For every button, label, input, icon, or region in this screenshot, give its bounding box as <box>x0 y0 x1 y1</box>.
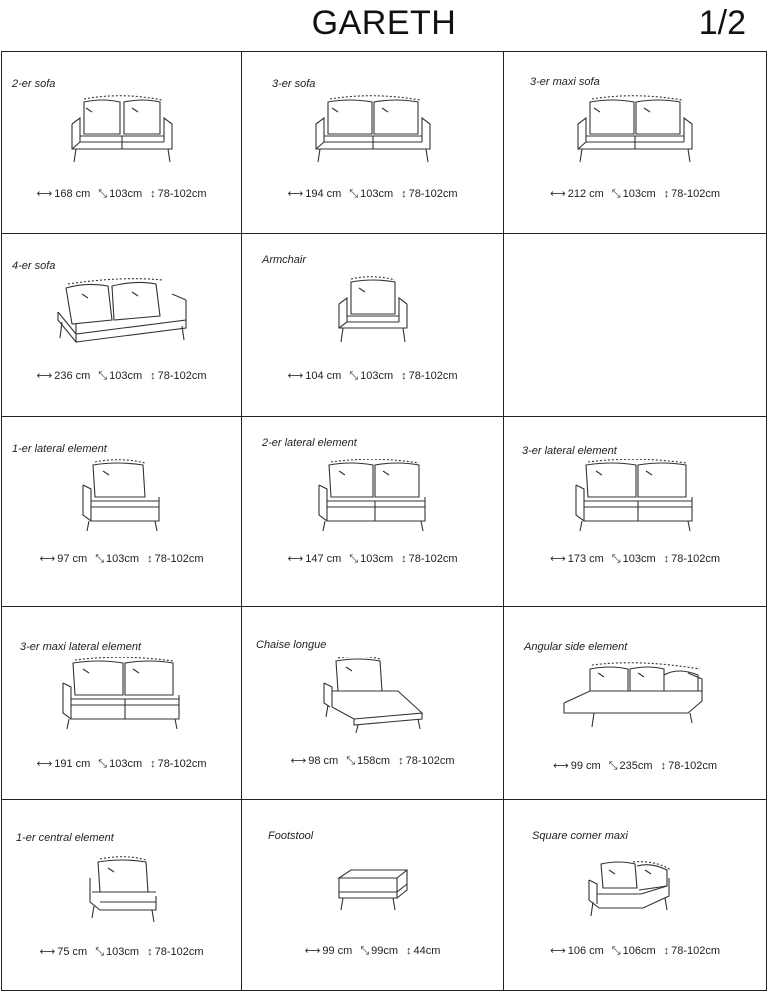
depth-value: 103cm <box>622 553 656 565</box>
height-arrow-icon: ↕ <box>401 370 407 382</box>
height-arrow-icon: ↕ <box>663 188 670 200</box>
product-card-2er-sofa <box>1 51 242 234</box>
product-card-armchair <box>242 234 504 417</box>
depth-value: 158cm <box>357 755 391 767</box>
width-arrow-icon: ⟷ <box>552 760 569 772</box>
sofa-illustration-icon <box>504 94 766 174</box>
depth-value: 106cm <box>622 945 656 957</box>
depth-arrow-icon: ⤡ <box>346 755 356 767</box>
armchair-illustration-icon <box>242 276 503 356</box>
lateral-element-illustration-icon <box>2 459 241 539</box>
width-value: 104 cm <box>305 370 342 382</box>
depth-value: 103cm <box>106 553 140 565</box>
page-number: 1/2 <box>698 4 746 42</box>
depth-value: 103cm <box>106 946 140 958</box>
footstool-illustration-icon <box>242 866 503 946</box>
product-label: 3-er maxi sofa <box>530 76 600 88</box>
height-value: 78-102cm <box>668 760 717 772</box>
width-value: 97 cm <box>57 553 88 565</box>
lateral-element-illustration-icon <box>242 459 503 539</box>
width-arrow-icon: ⟷ <box>549 945 566 957</box>
width-arrow-icon: ⟷ <box>549 188 566 200</box>
depth-value: 103cm <box>360 553 394 565</box>
product-label: Square corner maxi <box>532 830 628 842</box>
depth-value: 103cm <box>109 370 143 382</box>
height-value: 78-102cm <box>405 755 455 767</box>
depth-value: 235cm <box>619 760 653 772</box>
width-arrow-icon: ⟷ <box>39 946 56 958</box>
dimensions <box>2 552 241 566</box>
height-arrow-icon: ↕ <box>663 553 670 565</box>
product-grid <box>1 51 767 991</box>
dimensions <box>2 187 241 201</box>
height-value: 44cm <box>413 945 441 957</box>
product-label: 3-er sofa <box>272 78 316 90</box>
dimensions <box>242 552 503 566</box>
width-value: 191 cm <box>54 758 91 770</box>
width-value: 236 cm <box>54 370 91 382</box>
width-value: 75 cm <box>57 946 88 958</box>
dimensions <box>242 187 503 201</box>
width-value: 99 cm <box>322 945 353 957</box>
depth-arrow-icon: ⤡ <box>360 945 370 957</box>
dimensions <box>504 552 766 566</box>
height-arrow-icon: ↕ <box>401 553 407 565</box>
height-value: 78-102cm <box>408 188 458 200</box>
product-label: 2-er sofa <box>12 78 56 90</box>
depth-arrow-icon: ⤡ <box>95 946 105 958</box>
depth-value: 99cm <box>371 945 399 957</box>
lateral-element-illustration-icon <box>2 657 241 737</box>
sofa-illustration-icon <box>2 94 241 174</box>
height-arrow-icon: ↕ <box>406 945 412 957</box>
product-label: Chaise longue <box>256 639 327 651</box>
height-arrow-icon: ↕ <box>150 188 156 200</box>
product-card-3er-maxi-lateral-element <box>1 607 242 800</box>
product-card-chaise-longue <box>242 607 504 800</box>
angular-element-illustration-icon <box>504 661 766 741</box>
dimensions <box>242 369 503 383</box>
width-arrow-icon: ⟷ <box>287 188 304 200</box>
depth-arrow-icon: ⤡ <box>98 758 108 770</box>
width-value: 194 cm <box>305 188 342 200</box>
width-arrow-icon: ⟷ <box>287 553 304 565</box>
width-arrow-icon: ⟷ <box>304 945 321 957</box>
height-arrow-icon: ↕ <box>147 553 153 565</box>
height-value: 78-102cm <box>154 553 204 565</box>
height-arrow-icon: ↕ <box>147 946 153 958</box>
depth-arrow-icon: ⤡ <box>98 188 108 200</box>
product-label: 3-er lateral element <box>522 445 617 457</box>
height-arrow-icon: ↕ <box>660 760 667 772</box>
dimensions <box>504 187 766 201</box>
depth-arrow-icon: ⤡ <box>611 188 621 200</box>
height-arrow-icon: ↕ <box>150 370 156 382</box>
dimensions <box>504 944 766 958</box>
width-arrow-icon: ⟷ <box>39 553 56 565</box>
product-label: 1-er lateral element <box>12 443 107 455</box>
dimensions <box>242 944 503 958</box>
product-card-3er-sofa <box>242 51 504 234</box>
width-value: 98 cm <box>308 755 339 767</box>
depth-arrow-icon: ⤡ <box>95 553 105 565</box>
product-label: 3-er maxi lateral element <box>20 641 142 653</box>
depth-arrow-icon: ⤡ <box>349 370 359 382</box>
page-header <box>0 0 768 50</box>
depth-arrow-icon: ⤡ <box>608 760 618 772</box>
page-title: GARETH <box>311 4 457 42</box>
product-card-footstool <box>242 800 504 991</box>
chaise-longue-illustration-icon <box>242 657 503 737</box>
height-arrow-icon: ↕ <box>150 758 156 770</box>
height-value: 78-102cm <box>157 758 207 770</box>
dimensions <box>504 759 766 773</box>
product-label: Angular side element <box>524 641 628 653</box>
width-value: 168 cm <box>54 188 91 200</box>
central-element-illustration-icon <box>2 856 241 936</box>
product-card-3er-lateral-element <box>504 417 767 607</box>
width-arrow-icon: ⟷ <box>549 553 566 565</box>
product-card-1er-central-element <box>1 800 242 991</box>
width-arrow-icon: ⟷ <box>290 755 307 767</box>
dimensions <box>2 369 241 383</box>
height-value: 78-102cm <box>154 946 204 958</box>
width-arrow-icon: ⟷ <box>36 370 53 382</box>
depth-arrow-icon: ⤡ <box>98 370 108 382</box>
width-value: 173 cm <box>567 553 604 565</box>
product-card-4er-sofa <box>1 234 242 417</box>
lateral-element-illustration-icon <box>504 459 766 539</box>
height-value: 78-102cm <box>671 945 721 957</box>
depth-arrow-icon: ⤡ <box>611 945 621 957</box>
depth-arrow-icon: ⤡ <box>349 188 359 200</box>
height-value: 78-102cm <box>157 188 207 200</box>
depth-value: 103cm <box>360 370 394 382</box>
product-card-angular-side-element <box>504 607 767 800</box>
depth-value: 103cm <box>360 188 394 200</box>
depth-value: 103cm <box>622 188 656 200</box>
height-arrow-icon: ↕ <box>663 945 670 957</box>
product-label: 4-er sofa <box>12 260 56 272</box>
width-arrow-icon: ⟷ <box>287 370 304 382</box>
depth-arrow-icon: ⤡ <box>349 553 359 565</box>
dimensions <box>242 754 503 768</box>
product-label: Footstool <box>268 830 314 842</box>
width-value: 212 cm <box>567 188 604 200</box>
depth-value: 103cm <box>109 188 143 200</box>
width-arrow-icon: ⟷ <box>36 758 53 770</box>
depth-arrow-icon: ⤡ <box>611 553 621 565</box>
width-arrow-icon: ⟷ <box>36 188 53 200</box>
sofa-illustration-icon <box>2 276 241 356</box>
product-label: 2-er lateral element <box>262 437 357 449</box>
empty-cell <box>504 234 767 417</box>
product-card-2er-lateral-element <box>242 417 504 607</box>
height-value: 78-102cm <box>157 370 207 382</box>
height-value: 78-102cm <box>671 188 721 200</box>
product-label: 1-er central element <box>16 832 114 844</box>
height-value: 78-102cm <box>408 370 458 382</box>
width-value: 147 cm <box>305 553 342 565</box>
width-value: 99 cm <box>570 760 601 772</box>
product-label: Armchair <box>262 254 307 266</box>
dimensions <box>2 945 241 959</box>
height-value: 78-102cm <box>408 553 458 565</box>
product-card-1er-lateral-element <box>1 417 242 607</box>
depth-value: 103cm <box>109 758 143 770</box>
sofa-illustration-icon <box>242 94 503 174</box>
dimensions <box>2 757 241 771</box>
height-arrow-icon: ↕ <box>401 188 407 200</box>
product-card-square-corner-maxi <box>504 800 767 991</box>
height-value: 78-102cm <box>671 553 721 565</box>
corner-element-illustration-icon <box>504 860 766 940</box>
height-arrow-icon: ↕ <box>398 755 404 767</box>
width-value: 106 cm <box>567 945 604 957</box>
product-card-3er-maxi-sofa <box>504 51 767 234</box>
